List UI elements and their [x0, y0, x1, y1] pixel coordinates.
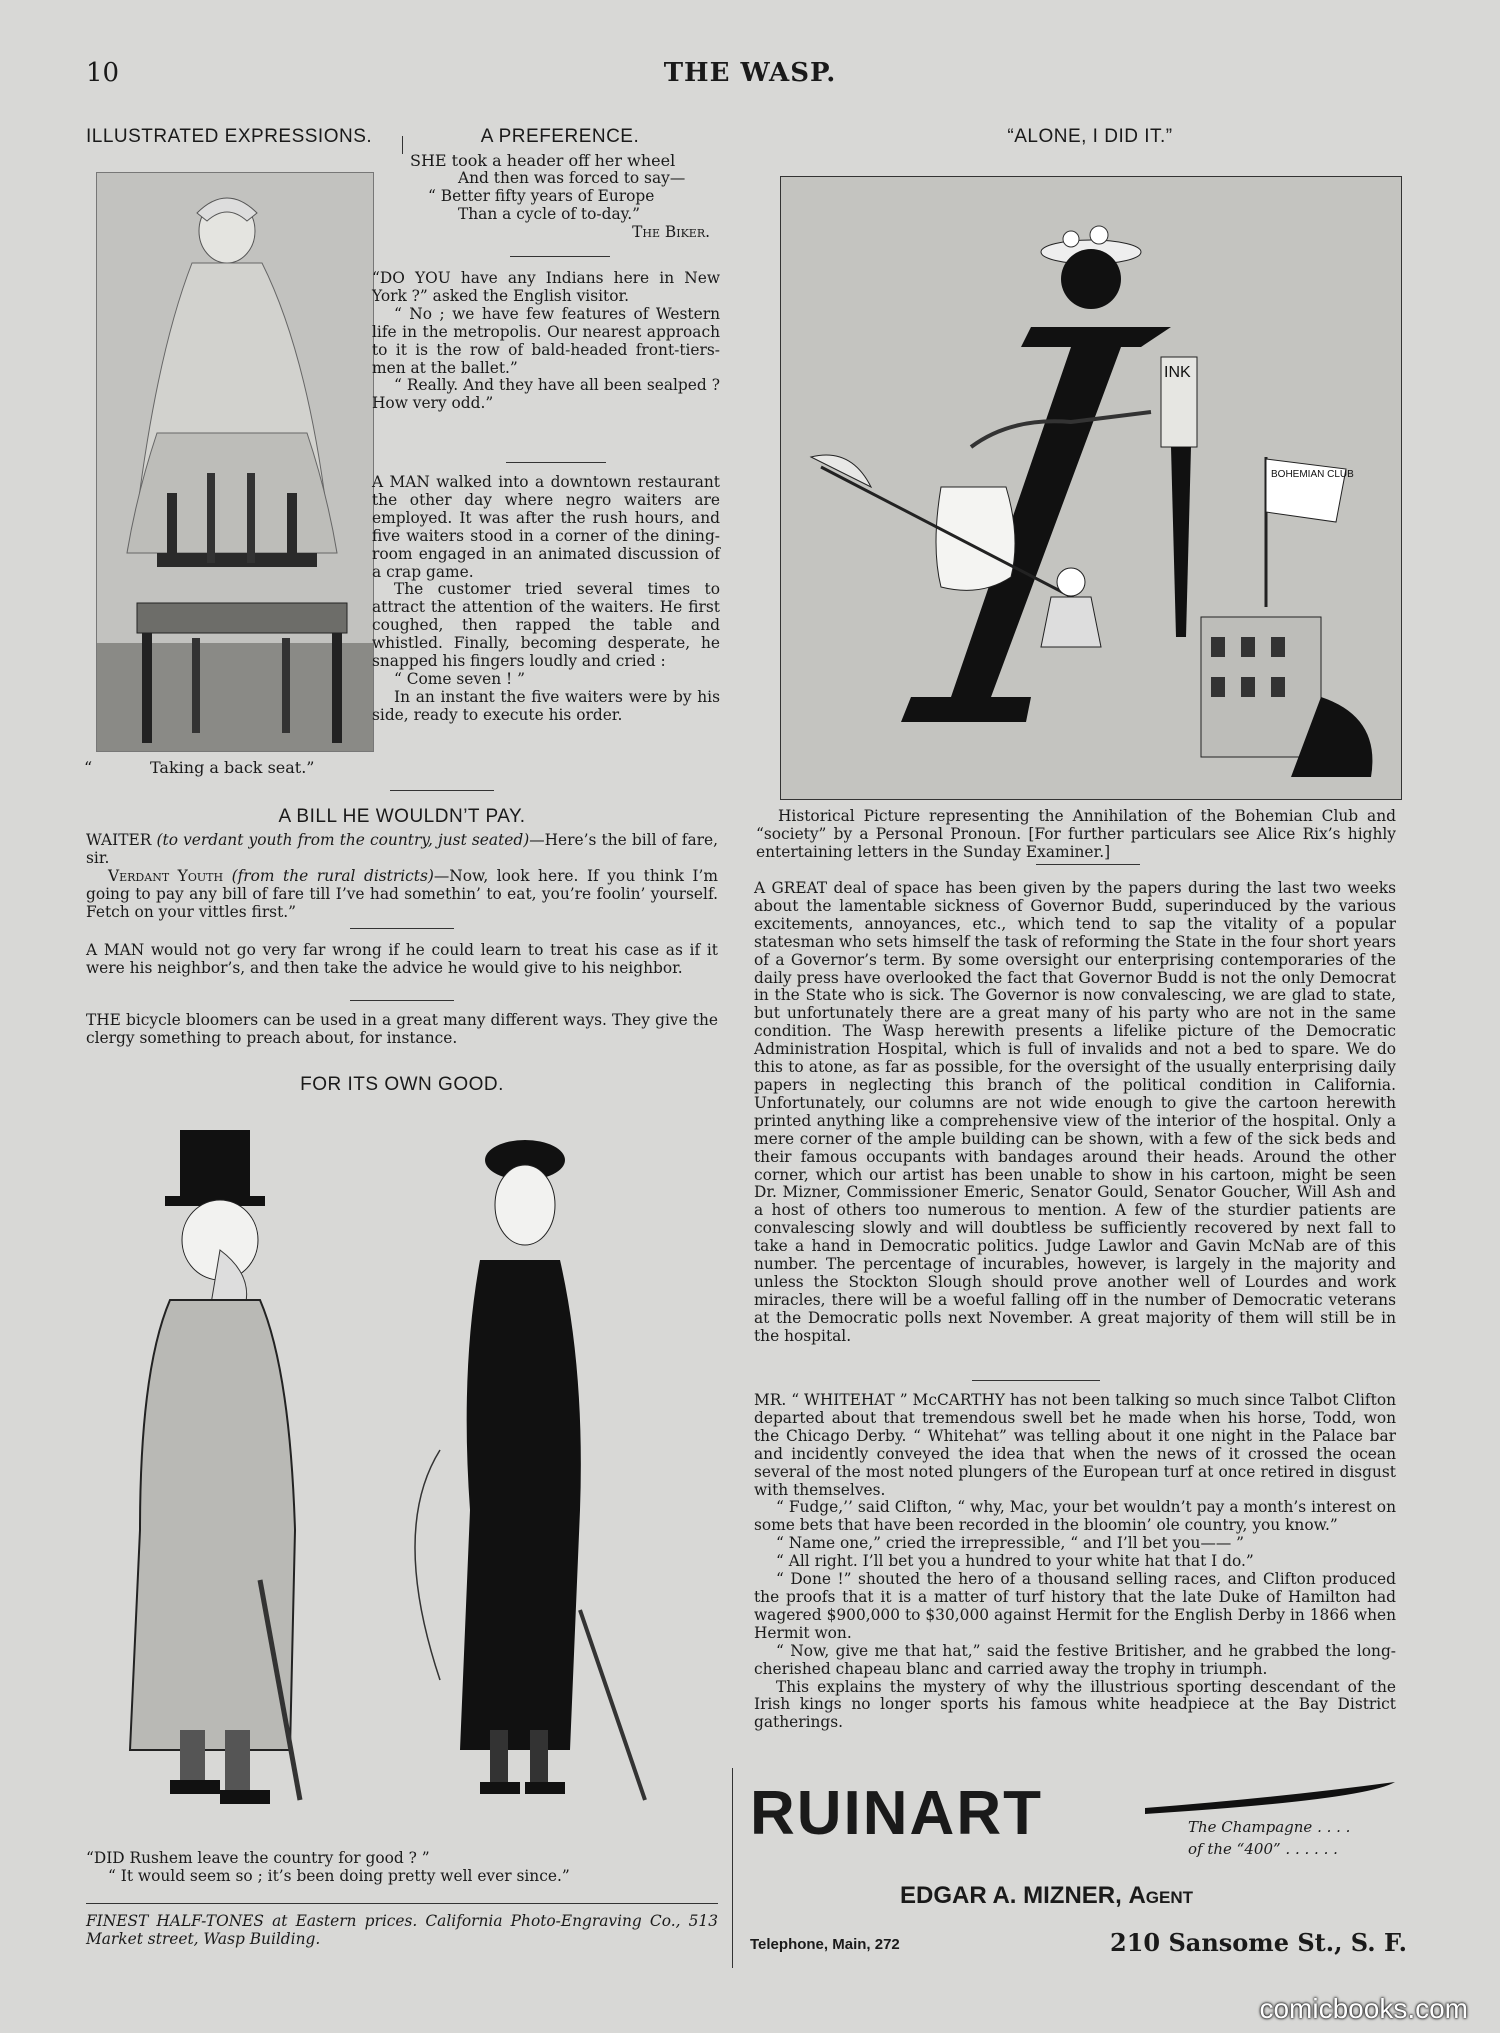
- ad-agent-name: EDGAR A. MIZNER,: [900, 1882, 1122, 1909]
- pronoun-cartoon-illustration: [781, 177, 1401, 799]
- divider: [972, 1380, 1100, 1381]
- footer-halftones: FINEST HALF-TONES at Eastern prices. California Photo-Engraving Co., 513 Market street, Wasp Building.: [86, 1912, 718, 1948]
- divider: [510, 256, 610, 257]
- indians-article: [372, 270, 720, 413]
- preference-poem: [410, 152, 710, 242]
- poem-line-4: Than a cycle of to-day.”: [458, 204, 641, 223]
- own-good-caption: [86, 1850, 718, 1886]
- ad-brand: RUINART: [750, 1779, 1043, 1848]
- bloomers-article: THE bicycle bloomers can be used in a great many different ways. They give the clergy something to preach about, for instance.: [86, 1011, 718, 1047]
- whitehat-paragraph-4: “ All right. I’ll bet you a hundred to your white hat that I do.”: [776, 1552, 1254, 1571]
- waiters-paragraph-4: In an instant the five waiters were by his side, ready to execute his order.: [372, 687, 720, 724]
- preference-heading: A PREFERENCE.: [480, 126, 640, 147]
- poem-signature: The Biker.: [632, 222, 710, 241]
- waiter-line: —Here’s the bill of fare, sir.: [86, 831, 719, 867]
- poem-line-1: SHE took a header off her wheel: [410, 151, 676, 170]
- whitehat-paragraph-5: “ Done !” shouted the hero of a thousand selling races, and Clifton produced the proofs that it is a matter of turf history that the late Duke of Hamilton had wagered $900,000 to $30,000 against Hermit for the English Derby in 1866 when Hermit won.: [754, 1570, 1396, 1642]
- waiters-article: [372, 474, 720, 725]
- caption-question: “DID Rushem leave the country for good ? ”: [86, 1849, 430, 1867]
- ad-telephone: Telephone, Main, 272: [750, 1936, 900, 1953]
- ad-agent: [900, 1882, 1193, 1910]
- youth-line: —Now, look here. If you think I’m going to pay any bill of fare till I’ve had somethin’ to eat, you’re foolin’ yourself. Fetch on your vittles first.”: [86, 866, 718, 921]
- neighbor-article: A MAN would not go very far wrong if he could learn to treat his case as if it were his neighbor’s, and then take the advice he would give to his neighbor.: [86, 941, 718, 977]
- own-good-heading: FOR ITS OWN GOOD.: [300, 1074, 504, 1095]
- cartoon-two-gentlemen: [110, 1110, 690, 1830]
- divider: [350, 928, 454, 929]
- ad-border-left: [732, 1768, 733, 1968]
- illustrated-heading: ILLUSTRATED EXPRESSIONS.: [86, 126, 373, 147]
- ad-agent-title: Agent: [1128, 1882, 1194, 1909]
- indians-paragraph-2: “ No ; we have few features of Western life in the metropolis. Our nearest approach to it is the row of bald-headed front-tiers-men at the ballet.”: [372, 304, 720, 377]
- waiters-paragraph-3: “ Come seven ! ”: [394, 669, 525, 688]
- alone-heading: “ALONE, I DID IT.”: [1007, 126, 1173, 147]
- bill-article: [86, 832, 718, 922]
- whitehat-paragraph-7: This explains the mystery of why the illustrious sporting descendant of the Irish kings no longer sports his famous white headpiece at the Bay District gatherings.: [754, 1677, 1396, 1732]
- whitehat-paragraph-2: “ Fudge,’’ said Clifton, “ why, Mac, your bet wouldn’t pay a month’s interest on some bets that have been recorded in the bloomin’ ole country, you know.”: [754, 1498, 1396, 1535]
- caption-answer: “ It would seem so ; it’s been doing pretty well ever since.”: [108, 1866, 570, 1885]
- indians-paragraph-3: “ Really. And they have all been sealped ? How very odd.”: [372, 376, 720, 413]
- ad-address: 210 Sansome St., S. F.: [1110, 1928, 1407, 1957]
- waiter-stage-direction: (to verdant youth from the country, just seated): [156, 831, 530, 849]
- bill-heading: A BILL HE WOULDN’T PAY.: [278, 806, 526, 827]
- whitehat-paragraph-3: “ Name one,” cried the irrepressible, “ and I’ll bet you—— ”: [776, 1534, 1244, 1553]
- youth-stage-direction: (from the rural districts): [231, 866, 434, 885]
- page-number: 10: [86, 58, 120, 88]
- divider: [350, 1000, 454, 1001]
- ink-bottle-label: INK: [1164, 364, 1191, 381]
- governor-budd-article: [754, 880, 1396, 1346]
- indians-paragraph-1: “DO YOU have any Indians here in New York ?” asked the English visitor.: [372, 269, 720, 305]
- ad-tagline-2: of the “400” . . . . . .: [1188, 1840, 1338, 1858]
- poem-line-2: And then was forced to say—: [458, 168, 686, 187]
- masthead-title: THE WASP.: [663, 58, 837, 88]
- ad-swash-icon: [1145, 1778, 1405, 1818]
- ruinart-advertisement: [750, 1778, 1410, 1968]
- divider: [1036, 864, 1140, 865]
- whitehat-paragraph-1: MR. “ WHITEHAT ” McCARTHY has not been talking so much since Talbot Clifton departed about that tremendous swell bet he made when his horse, Todd, won the Chicago Derby. “ Whitehat” was telling about it one night in the Palace bar and incidently conveyed the idea that when the news of it crossed the ocean several of the most noted plungers of the European turf at once retired in disgust with themselves.: [754, 1391, 1396, 1499]
- waiter-label: WAITER: [86, 831, 152, 849]
- whitehat-article: [754, 1392, 1396, 1732]
- divider: [390, 790, 494, 791]
- cartoon-alone-i-did-it: [780, 176, 1402, 800]
- woman-on-chair-illustration: [97, 173, 373, 751]
- photo-caption: Taking a back seat.”: [150, 758, 315, 777]
- alone-caption: [756, 808, 1396, 862]
- poem-line-3: “ Better fifty years of Europe: [428, 186, 655, 205]
- governor-budd-paragraph: A GREAT deal of space has been given by the papers during the last two weeks about the lamentable sickness of Governor Budd, superinduced by the various excitements, annoyances, etc., which tend to sap the vitality of a popular statesman who sets himself the task of reforming the State in the four short years of a Governor’s term. By some oversight our enterprising contemporaries of the daily press have overlooked the fact that Governor Budd is not the only Democrat in the State who is sick. The Governor is now convalescing, we are glad to state, but unfortunately there are a great many of his party who are not in the same condition. The Wasp herewith presents a lifelike picture of the Democratic Administration Hospital, which is full of invalids and not a bed to spare. We do this to atone, as far as possible, for the oversight of the usually enterprising daily papers in neglecting this branch of the political condition in California. Unfortunately, our columns are not wide enough to give the cartoon herewith printed anything like a comprehensive view of the interior of the hospital. Only a mere corner of the ample building can be shown, with a few of the sick beds and their famous occupants with bandages around their heads. Around the other corner, which our artist has been unable to show in his cartoon, might be seen Dr. Mizner, Commissioner Emeric, Senator Gould, Senator Goucher, Will Ash and a host of others too numerous to mention. A few of the sturdier patients are convalescing slowly and will doubtless be sufficiently recovered by next fall to take a hand in Democratic politics. Judge Lawlor and Gavin McNab are of this number. The percentage of incurables, however, is largely in the majority and unless the Stockton Slough should prove another well of Lourdes and work miracles, there will be a woeful falling off in the number of Democratic veterans at the Democratic polls next November. A great majority of them will still be in the hospital.: [754, 879, 1396, 1345]
- whitehat-paragraph-6: “ Now, give me that hat,” said the festive Britisher, and he grabbed the long-cherished chapeau blanc and carried away the trophy in triumph.: [754, 1641, 1396, 1678]
- two-gentlemen-illustration: [110, 1110, 690, 1830]
- waiters-paragraph-2: The customer tried several times to attract the attention of the waiters. He first coughed, then rapped the table and whistled. Finally, becoming desperate, he snapped his fingers loudly and cried :: [372, 580, 720, 671]
- watermark: comicbooks.com: [1259, 1993, 1468, 2024]
- divider: [86, 1903, 718, 1904]
- youth-label: Verdant Youth: [108, 866, 224, 885]
- alone-caption-text: Historical Picture representing the Annihilation of the Bohemian Club and “society” by a Personal Pronoun. [For further particulars see Alice Rix’s highly entertaining letters in the Sunday Examiner.]: [756, 807, 1396, 861]
- waiters-paragraph-1: A MAN walked into a downtown restaurant the other day where negro waiters are employed. It was after the rush hours, and five waiters stood in a corner of the dining-room engaged in an animated discussion of a crap game.: [372, 473, 720, 581]
- photo-woman-on-chair: [96, 172, 374, 752]
- divider: [506, 462, 606, 463]
- photo-caption-quote: “: [84, 758, 93, 777]
- ad-tagline-1: The Champagne . . . .: [1188, 1818, 1351, 1836]
- bohemian-club-flag-label: BOHEMIAN CLUB: [1271, 469, 1354, 480]
